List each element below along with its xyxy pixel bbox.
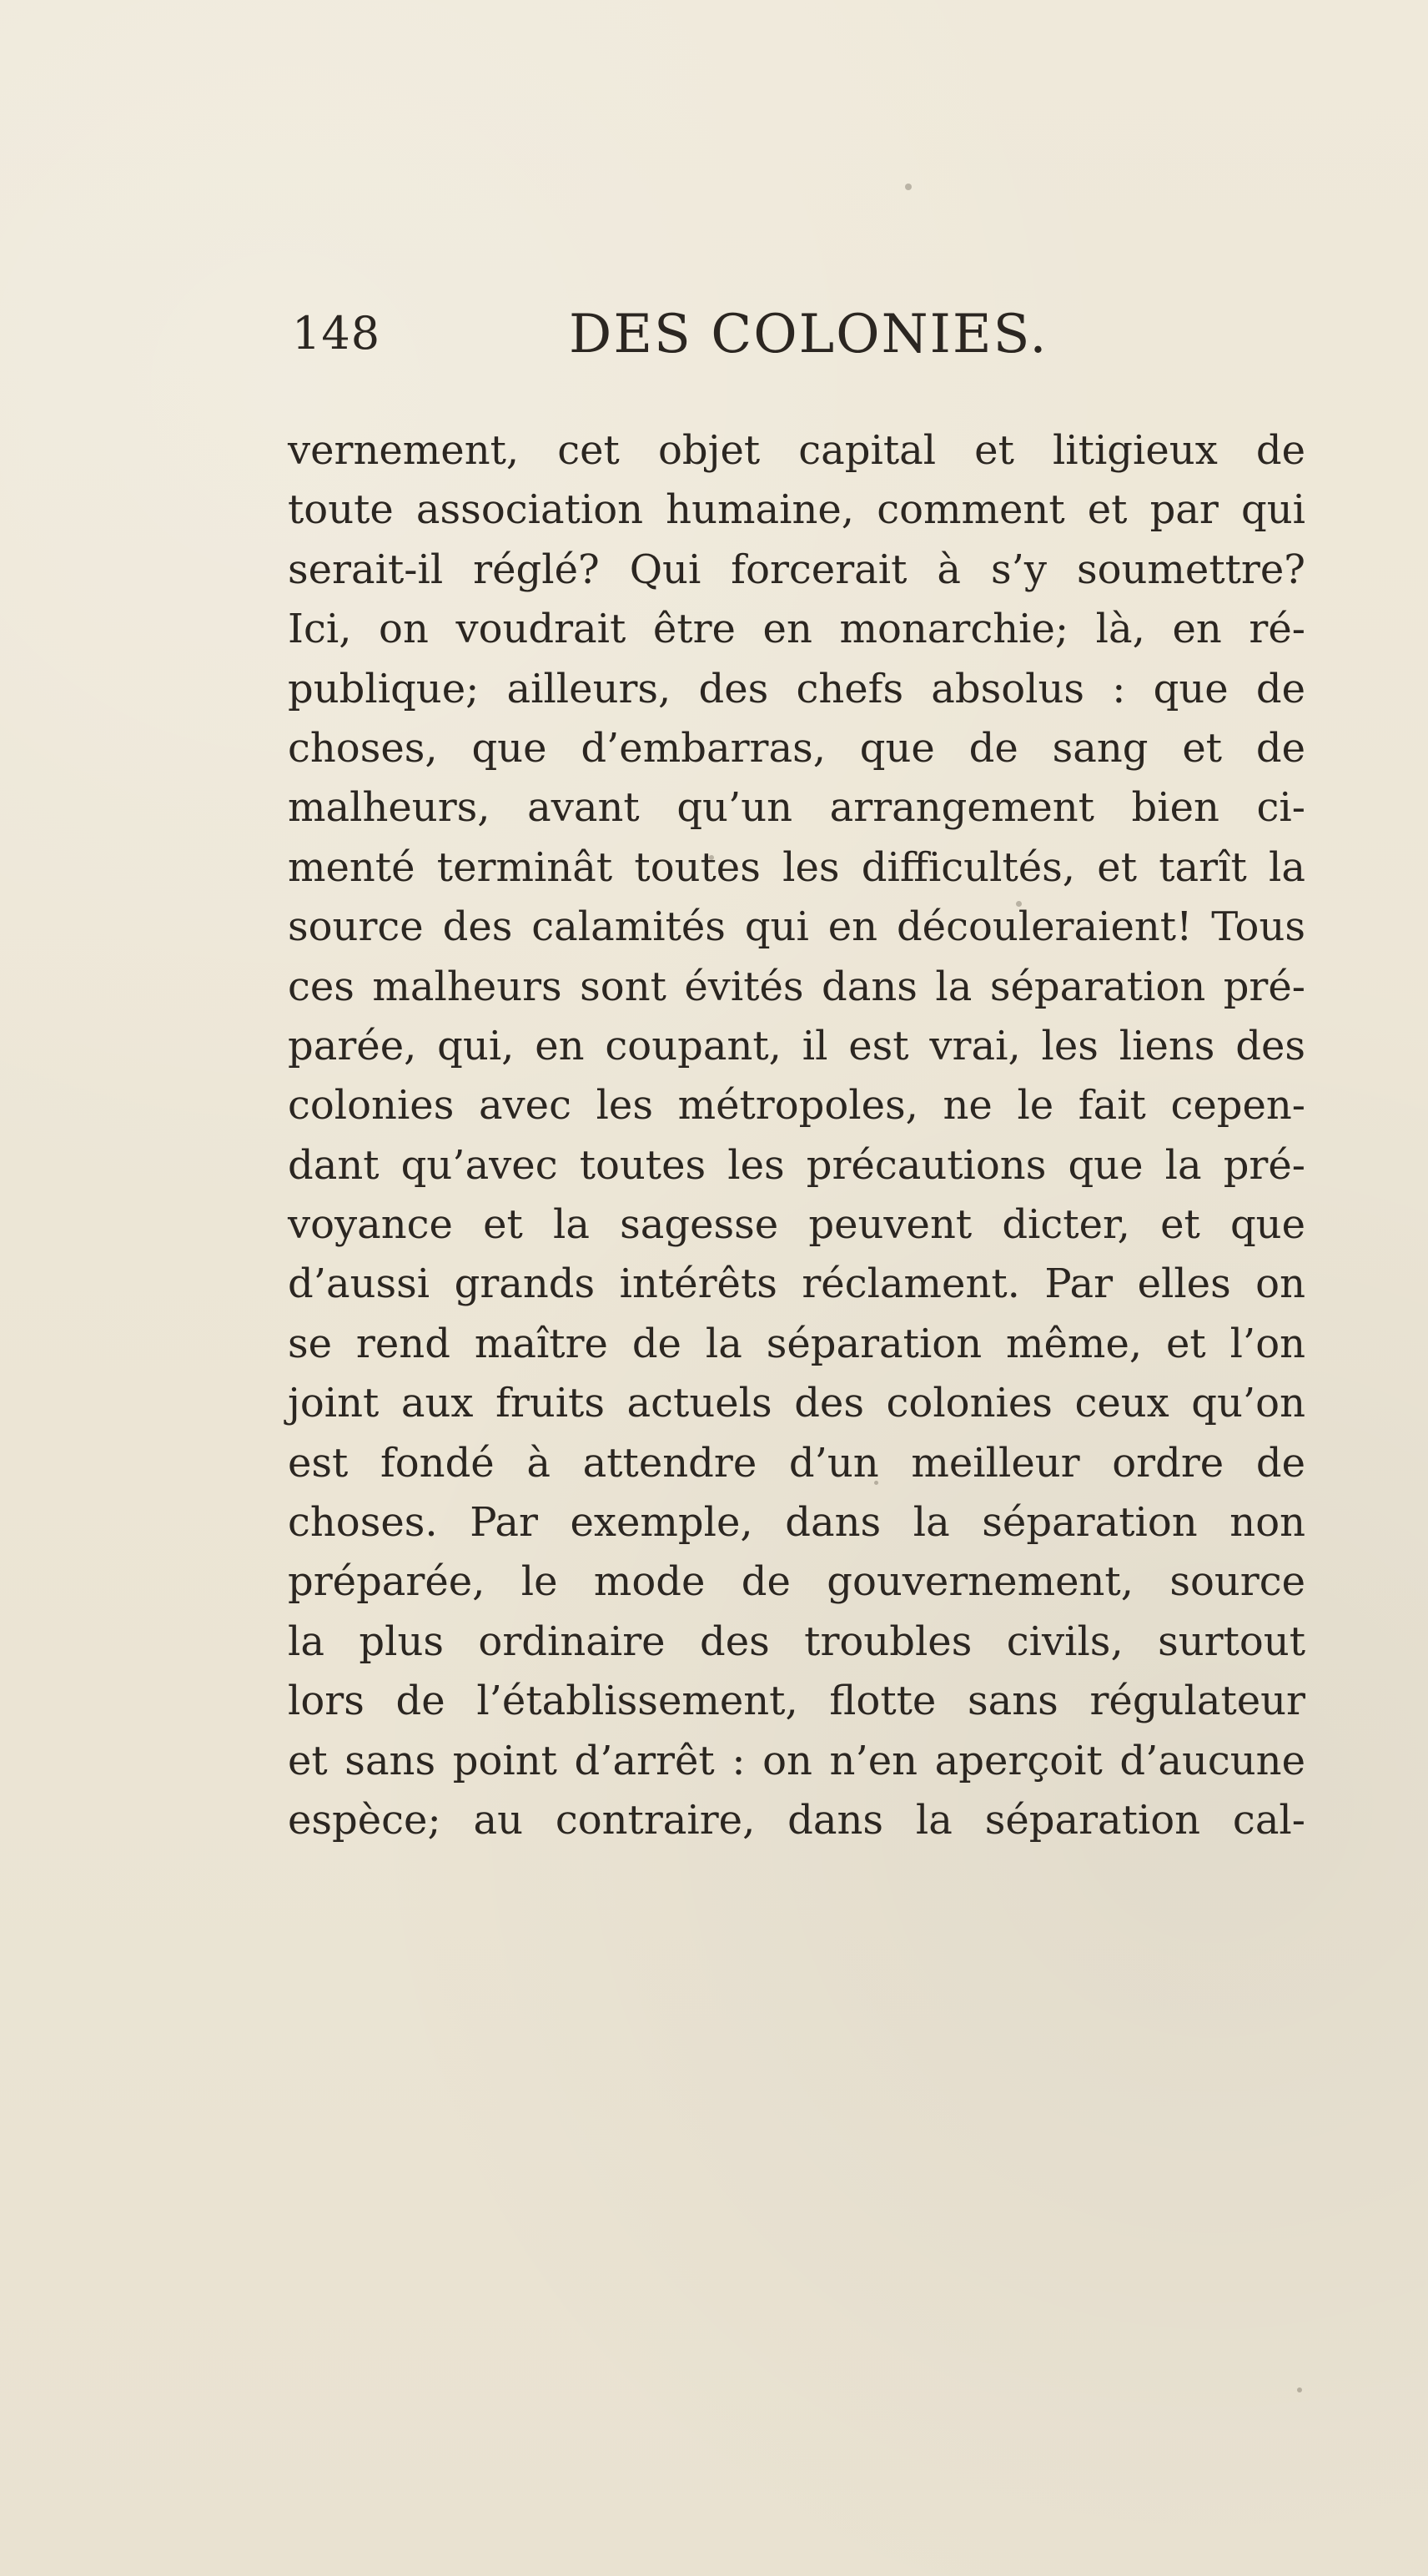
text-line: menté terminât toutes les difficultés, et tarît la [288,843,1305,891]
paper-speck [1016,901,1022,907]
running-head: DES COLONIES. [569,304,1048,365]
paper-speck [874,1481,878,1485]
page-header [275,299,1143,374]
text-line: serait-il réglé? Qui forcerait à s’y soumettre? [288,546,1305,593]
text-line: vernement, cet objet capital et litigieux de [288,427,1305,474]
text-line: voyance et la sagesse peuvent dicter, et que [288,1201,1305,1249]
text-line: choses. Par exemple, dans la séparation non [288,1499,1305,1547]
text-line: source des calamités qui en découleraient! Tous [288,903,1305,951]
text-line: la plus ordinaire des troubles civils, surtout [288,1618,1305,1665]
text-line: toute association humaine, comment et par qui [288,486,1305,534]
text-line: choses, que d’embarras, que de sang et de [288,724,1305,772]
text-line: joint aux fruits actuels des colonies ceux qu’on [288,1380,1305,1427]
text-line: se rend maître de la séparation même, et l’on [288,1320,1305,1367]
page-number: 148 [292,307,381,360]
text-line: parée, qui, en coupant, il est vrai, les liens des [288,1022,1305,1069]
paper-speck [1297,2387,1302,2392]
text-line: malheurs, avant qu’un arrangement bien ci- [288,784,1305,832]
text-line: d’aussi grands intérêts réclament. Par elles on [288,1260,1305,1308]
paper-speck [905,184,912,190]
text-line: ces malheurs sont évités dans la séparation pré- [288,963,1305,1010]
body-text [288,421,1305,1850]
text-line: est fondé à attendre d’un meilleur ordre de [288,1439,1305,1487]
text-line: publique; ailleurs, des chefs absolus : que de [288,665,1305,712]
paper-speck [709,855,714,860]
text-line: préparée, le mode de gouvernement, source [288,1558,1305,1606]
text-line: et sans point d’arrêt : on n’en aperçoit d’aucune [288,1737,1305,1784]
text-line: espèce; au contraire, dans la séparation cal- [288,1796,1305,1844]
text-line: colonies avec les métropoles, ne le fait cepen- [288,1082,1305,1130]
text-line: dant qu’avec toutes les précautions que la pré- [288,1141,1305,1189]
text-line: Ici, on voudrait être en monarchie; là, en ré- [288,606,1305,653]
text-line: lors de l’établissement, flotte sans régulateur [288,1678,1305,1725]
